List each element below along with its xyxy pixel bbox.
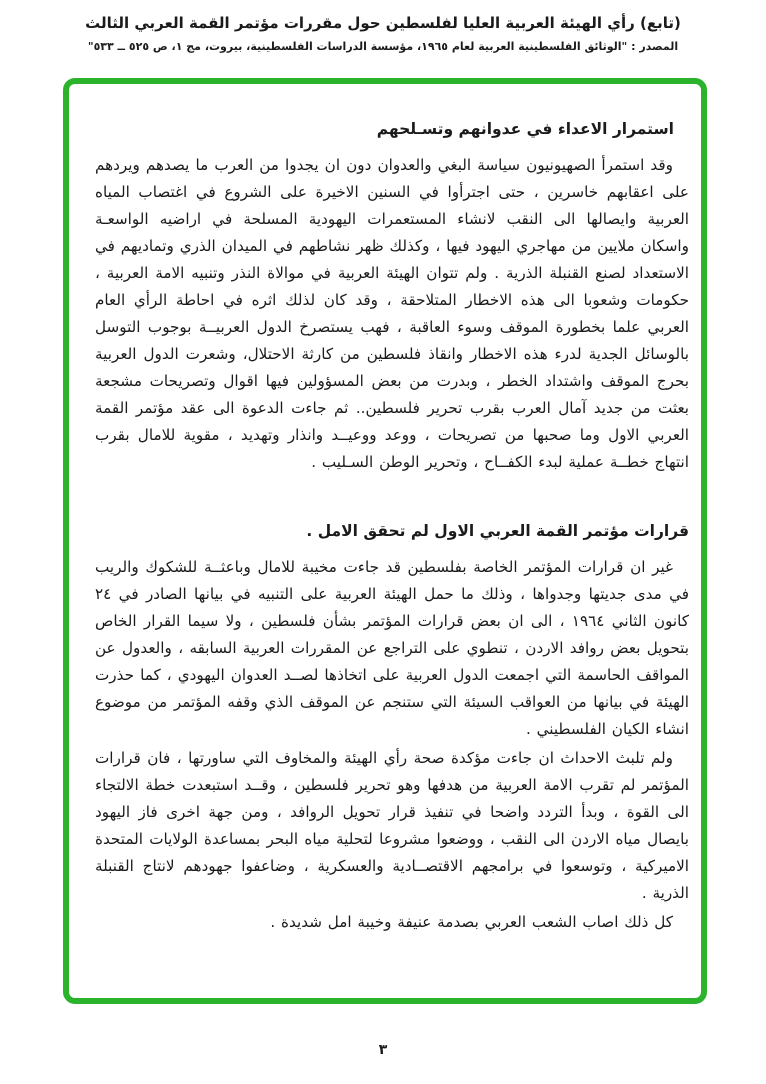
green-document-frame — [63, 78, 707, 1004]
section-heading-summit-resolutions: قرارات مؤتمر القمة العربي الاول لم تحقق الامل . — [306, 522, 689, 540]
document-body — [69, 84, 701, 936]
document-title: (تابع) رأي الهيئة العربية العليا لفلسطين حول مقررات مؤتمر القمة العربي الثالث — [85, 14, 681, 32]
page-number: ٣ — [378, 1042, 388, 1058]
section-divider-space — [95, 476, 689, 518]
page-header — [0, 0, 766, 54]
section-heading-enemies-aggression: استمرار الاعداء في عدوانهم وتسـلحهم — [376, 120, 674, 138]
paragraph: ولم تلبث الاحداث ان جاءت مؤكدة صحة رأي الهيئة والمخاوف التي ساورتها ، فان قرارات المؤتمر لم تقرب الامة العربية من هدفها وهو تحرير فلسطين ، وقــد استبعدت خطة الالتجاء الى القوة ، وبدأ التردد واضحا في تنفيذ قرار تحويل الروافد ، ومن جهة اخرى فاز اليهود بايصال مياه الاردن الى النقب ، ووضعوا مشروعا لتحلية مياه البحر بمساعدة الولايات المتحدة الاميركية ، وتوسعوا في برامجهم الاقتصــادية والعسكرية ، وضاعفوا جهودهم لانتاج القنبلة الذرية . — [95, 749, 689, 902]
document-source-line: المصدر : "الوثائق الفلسطينية العربية لعام ١٩٦٥، مؤسسة الدراسات الفلسطينية، بيروت، مج ١، ص ٥٢٥ ــ ٥٣٣" — [87, 40, 679, 53]
paragraph: كل ذلك اصاب الشعب العربي بصدمة عنيفة وخيبة امل شديدة . — [270, 913, 673, 931]
paragraph: وقد استمرأ الصهيونيون سياسة البغي والعدوان دون ان يجدوا من العرب ما يصدهم ويردهم على اعقابهم خاسرين ، حتى اجترأوا في السنين الاخيرة على الشروع في اغتصاب المياه العربية وايصالها الى النقب لانشاء المستعمرات اليهودية المسلحة في اراضيه الواسعـة واسكان ملايين من مهاجري اليهود فيها ، وكذلك ظهر نشاطهم في الميدان الذري وتماديهم في الاستعداد لصنع القنبلة الذرية . ولم تتوان الهيئة العربية في موالاة النذر وتنبيه الامة العربية ، حكومات وشعوبا الى هذه الاخطار المتلاحقة ، وقد كان لذلك اثره في احاطة الرأي العام العربي علما بخطورة الموقف وسوء العاقبة ، فهب يستصرخ الدول العربيــة بوجوب التوسل بالوسائل الجدية لدرء هذه الاخطار وانقاذ فلسطين من كارثة الاحتلال، وشعرت الدول العربية بحرج الموقف واشتداد الخطر ، وبدرت من بعض المسؤولين فيها اقوال وتصريحات مشجعة بعثت من جديد آمال العرب بقرب تحرير فلسطين.. ثم جاءت الدعوة الى عقد مؤتمر القمة العربي الاول وما صحبها من تصريحات ، ووعد ووعيــد وانذار وتهديد ، مقوية للامال بقرب انتهاج خطــة عملية لبدء الكفــاح ، وتحرير الوطن السـليب . — [95, 156, 689, 471]
paragraph: غير ان قرارات المؤتمر الخاصة بفلسطين قد جاءت مخيبة للامال وباعثــة للشكوك والريب في مدى جديتها وجدواها ، وذلك ما حمل الهيئة العربية على التنبيه في بيانها الصادر في ٢٤ كانون الثاني ١٩٦٤ ، الى ان بعض قرارات المؤتمر بشأن فلسطين ، ولا سيما القرار الخاص بتحويل بعض روافد الاردن ، تنطوي على التراجع عن المقررات العربية السابقه ، والعدول عن المواقف الحاسمة التي اجمعت الدول العربية على اتخاذها لصــد العدوان اليهودي ، كما حذرت الهيئة في بيانها من العواقب السيئة التي ستنجم عن الموقف الذي وقفه المؤتمر من موضوع انشاء الكيان الفلسطيني . — [95, 558, 689, 738]
